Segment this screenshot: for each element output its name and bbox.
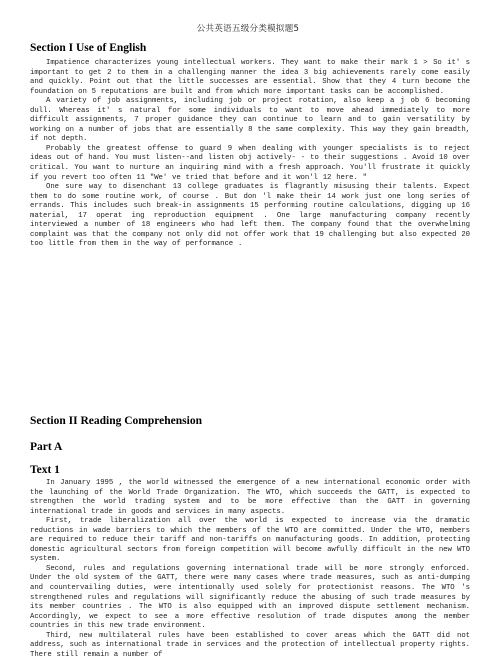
paragraph: Third, new multilateral rules have been established to cover areas which the GATT did not address, such as international trade in services and the protection of intellectual property rights. There still remain a number of [30, 631, 470, 659]
page-header: 公共英语五级分类模拟题5 [196, 24, 300, 34]
paragraph: First, trade liberalization all over the world is expected to increase via the dramatic reductions in wade barriers to which the members of the WTO are committed. Under the WTO, members are required to reduce their tariff and non-tariffs on manufacturing goods. In addition, protecting domestic agricultural sectors from foreign competition will become awfully difficult in the new WTO system. [30, 517, 470, 564]
section-heading-use-of-english: Section I Use of English [30, 42, 147, 54]
paragraph: A variety of job assignments, including job or project rotation, also keep a j ob 6 becoming dull. Whereas it' s natural for some individuals to want to move ahead immediately to more difficult assignments, 7 proper guidance they can continue to learn and to gain versatility by working on a number of jobs that are essentially 8 the same complexity. This way they gain breadth, if not depth. [30, 97, 470, 144]
paragraph: In January 1995 , the world witnessed the emergence of a new international economic order with the launching of the World Trade Organization. The WTO, which succeeds the GATT, is expected to strengthen the world trading system and to be more effective than the GATT in governing international trade in goods and services in many aspects. [30, 479, 470, 516]
paragraph: Impatience characterizes young intellectual workers. They want to make their mark 1 > So it' s important to get 2 to them in a challenging manner the idea 3 big achievements rarely come easily and quickly. Point out that the little successes are essential. Show that they 4 turn become the foundation on 5 reputations are built and from which more important tasks can be accomplished. [30, 59, 470, 96]
paragraph: Second, rules and regulations governing international trade will be more strongly enforced. Under the old system of the GATT, there were many cases where trade measures, such as anti-dumping and countervailing duties, were intentionally used solely for protectionist reasons. The WTO 's strengthened rules and regulations will significantly reduce the abusing of such trade measures by its member countries . The WTO is also equipped with an improved dispute settlement mechanism. Accordingly, we expect to see a more effective resolution of trade disputes among the member countries in this new trade environment. [30, 564, 470, 631]
text-heading: Text 1 [30, 464, 60, 476]
section1-body [30, 59, 470, 250]
section-heading-reading-comprehension: Section II Reading Comprehension [30, 415, 202, 427]
paragraph: One sure way to disenchant 13 college graduates is flagrantly misusing their talents. Expect them to do some routine work, of course . But don 'l make their 14 work just one long series of errands. This includes such break-in assignments 15 performing routine calculations, digging up 16 material, 17 operat ing reproduction equipment . One large manufacturing company recently interviewed a number of 18 engineers who had left them. The company found that the overwhelming complaint was that the company not only did not offer work that 19 challenging but also expected 20 too little from them in the way of performance . [30, 183, 470, 249]
paragraph: Probably the greatest offense to guard 9 when dealing with younger specialists is to reject ideas out of hand. You must listen--and listen obj actively- - to their suggestions . Avoid 10 over critical. You want to nurture an inquiring mind with a fresh approach. You'll frustrate it quickly if you revert too often 11 "We' ve tried that before and it won'l 12 here. " [30, 144, 470, 182]
part-heading: Part A [30, 441, 63, 453]
section2-body [30, 479, 470, 660]
